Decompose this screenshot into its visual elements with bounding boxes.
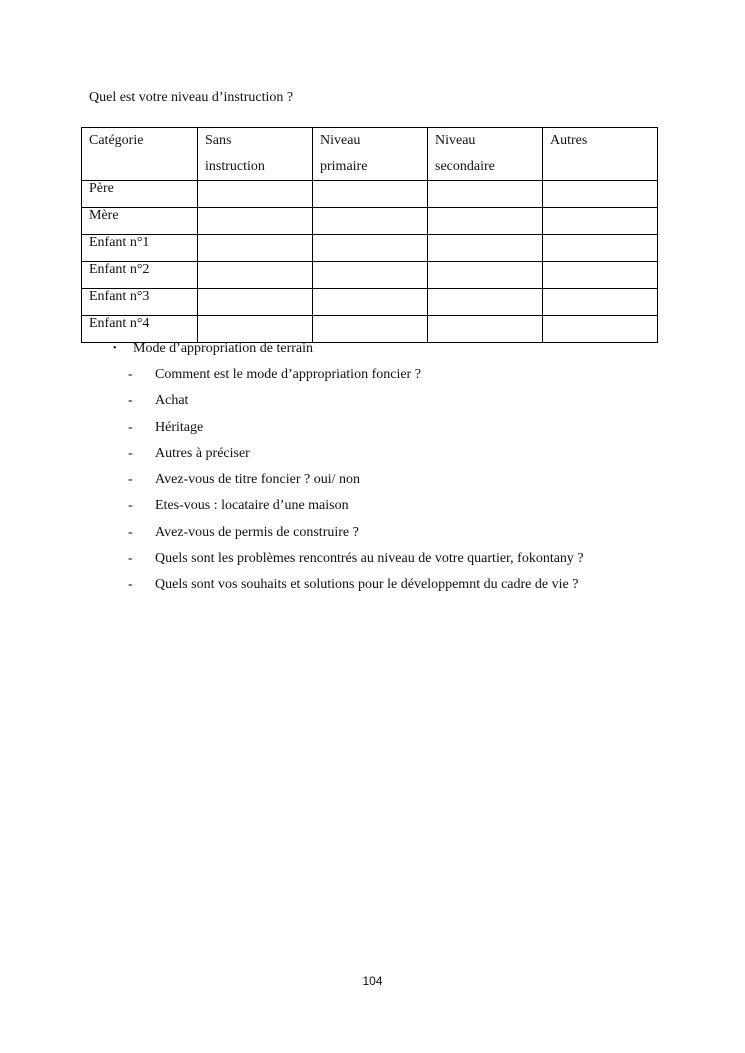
row-label: Mère: [82, 208, 198, 235]
dash-marker: -: [128, 551, 133, 567]
dash-marker: -: [128, 445, 133, 461]
table-row: [82, 181, 658, 208]
dash-marker: -: [128, 524, 133, 540]
dash-marker: -: [128, 472, 133, 488]
header-text: instruction: [205, 159, 265, 174]
header-text: Sans: [205, 133, 232, 148]
list-item-text: Avez-vous de permis de construire ?: [155, 524, 359, 540]
table-cell: [543, 289, 658, 316]
dash-marker: -: [128, 393, 133, 409]
header-text: Catégorie: [89, 133, 144, 148]
table-cell: [313, 316, 428, 343]
header-text: Niveau: [435, 133, 476, 148]
header-text: Niveau: [320, 133, 361, 148]
table-cell: [313, 235, 428, 262]
row-label: Enfant n°4: [82, 316, 198, 343]
dash-marker: -: [128, 419, 133, 435]
list-item-text: Etes-vous : locataire d’une maison: [155, 498, 349, 514]
list-item-text: Quels sont vos souhaits et solutions pour le développemnt du cadre de vie ?: [155, 577, 579, 593]
header-niveau-secondaire: [428, 128, 543, 181]
table-cell: [543, 235, 658, 262]
row-label: Enfant n°2: [82, 262, 198, 289]
list-item-text: Quels sont les problèmes rencontrés au niveau de votre quartier, fokontany ?: [155, 551, 584, 567]
list-item-text: Autres à préciser: [155, 445, 250, 461]
table-cell: [543, 262, 658, 289]
table-cell: [313, 262, 428, 289]
table-cell: [428, 208, 543, 235]
dash-marker: -: [128, 367, 133, 382]
table-cell: [428, 235, 543, 262]
list-item-text: Héritage: [155, 419, 204, 435]
table-cell: [428, 316, 543, 343]
table-cell: [543, 208, 658, 235]
table-cell: [198, 181, 313, 208]
table-cell: [198, 208, 313, 235]
list-item: [128, 418, 584, 444]
dash-marker: -: [128, 577, 133, 593]
table-cell: [313, 181, 428, 208]
table-cell: [428, 289, 543, 316]
list-item: [128, 444, 584, 470]
section-title: Mode d’appropriation de terrain: [133, 341, 313, 356]
list-item-text: Avez-vous de titre foncier ? oui/ non: [155, 472, 361, 488]
question-heading: Quel est votre niveau d’instruction ?: [89, 90, 294, 105]
dash-marker: -: [128, 498, 133, 514]
header-niveau-primaire: [313, 128, 428, 181]
header-autres: [543, 128, 658, 181]
list-item: [128, 523, 584, 549]
list-item-text: Achat: [155, 393, 189, 409]
list-item: [128, 365, 584, 391]
table-cell: [198, 235, 313, 262]
row-label: Enfant n°3: [82, 289, 198, 316]
list-item: [128, 575, 584, 601]
header-categorie: [82, 128, 198, 181]
page-number: 104: [362, 974, 383, 988]
row-label: Père: [82, 181, 198, 208]
table-cell: [313, 289, 428, 316]
row-label: Enfant n°1: [82, 235, 198, 262]
section-bullet-heading: [113, 339, 313, 359]
table-row: [82, 235, 658, 262]
list-item-text: Comment est le mode d’appropriation foncier ?: [155, 367, 421, 382]
list-item: [128, 391, 584, 417]
bullet-icon: •: [113, 343, 117, 354]
table-row: [82, 208, 658, 235]
instruction-level-table: [81, 127, 658, 343]
table-header-row: [82, 128, 658, 181]
table-cell: [543, 316, 658, 343]
table-cell: [313, 208, 428, 235]
table-row: [82, 262, 658, 289]
table-cell: [543, 181, 658, 208]
header-sans-instruction: [198, 128, 313, 181]
table-cell: [428, 181, 543, 208]
table-cell: [198, 289, 313, 316]
header-text: Autres: [550, 133, 588, 148]
table-row: [82, 289, 658, 316]
header-text: primaire: [320, 159, 368, 174]
table-cell: [198, 262, 313, 289]
header-text: secondaire: [435, 159, 495, 174]
list-item: [128, 496, 584, 522]
question-list: [128, 365, 584, 602]
list-item: [128, 549, 584, 575]
table-cell: [428, 262, 543, 289]
list-item: [128, 470, 584, 496]
